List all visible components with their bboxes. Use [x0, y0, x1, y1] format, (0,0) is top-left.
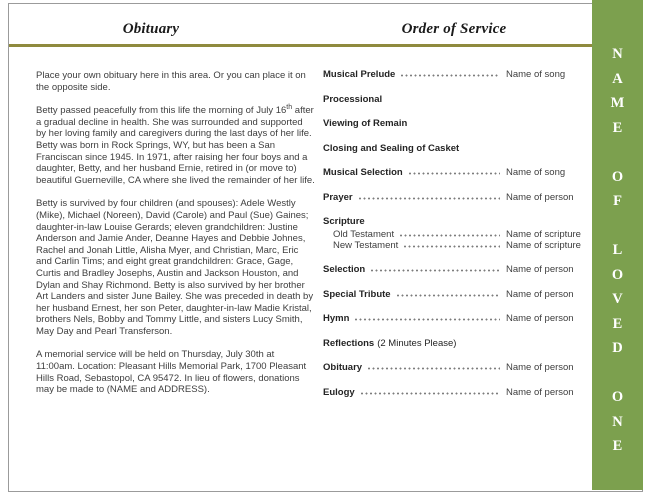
service-item-label: Musical Prelude	[323, 69, 396, 80]
service-row	[323, 264, 586, 275]
dot-leader	[368, 367, 500, 370]
sidebar-letter: E	[612, 438, 623, 454]
service-item-label: Musical Selection	[323, 167, 403, 178]
service-row	[323, 192, 586, 203]
dot-leader	[397, 294, 500, 297]
service-item-value: Name of scripture	[506, 240, 581, 251]
sidebar-letter: E	[612, 119, 623, 136]
sidebar-letter: O	[611, 389, 624, 405]
service-item-label: Selection	[323, 264, 366, 275]
service-item-value: Name of song	[506, 167, 566, 178]
service-item-value: Name of person	[506, 191, 574, 203]
sidebar-letter: L	[612, 242, 623, 258]
service-row	[323, 338, 586, 349]
service-row	[323, 313, 586, 324]
service-item-label: Eulogy	[323, 386, 355, 398]
obituary-paragraph: Betty is survived by four children (and spouses): Adele Westly (Mike), Michael (Noreen), David (Carole) and Paul (Sue) Gaines; daughter-in-law Louise Gerards; eleven grandchildren: Justine Anderson and Jamie Ander, Deanne Hayes and Debbie Johnes, Rachel and Jonah Little, Alisha Myer, and Christian, Marc, Eric and Carlin Tims; and eight great grandchildren: Grace, Gage, Curtis and Bradley Josephs, Austin and Jackson Houston, and Dylan and Shay Richmond. Betty is also survived by her brother Art Landers and sister June Bailey. She was preceded in death by her husband Ernest, her son Peter, daughter-in-law Madie Kristal, brothers Nels, Bobby and Tommy Little, and sisters Lucy Smith, May Day and Pearl Transferson.	[36, 198, 314, 337]
service-row	[323, 143, 586, 154]
service-item-label: Closing and Sealing of Casket	[323, 142, 460, 154]
service-row	[323, 362, 586, 373]
service-item-value: Name of scripture	[506, 228, 581, 240]
obituary-title: Obituary	[122, 21, 180, 37]
order-of-service-title: Order of Service	[401, 21, 507, 37]
service-item-label: Old Testament	[333, 228, 395, 240]
service-row	[323, 240, 586, 251]
service-item-note: (2 Minutes Please)	[377, 337, 457, 349]
service-row	[323, 387, 586, 398]
sidebar-letter: E	[612, 315, 623, 332]
service-item-label: Reflections	[323, 337, 375, 349]
divider-rule	[9, 44, 642, 47]
service-item-value: Name of person	[506, 386, 574, 398]
service-row	[323, 216, 586, 227]
service-item-value: Name of person	[506, 313, 574, 324]
dot-leader	[359, 197, 500, 200]
service-group	[323, 216, 586, 251]
service-row	[323, 69, 586, 80]
sidebar-letter: V	[612, 291, 623, 307]
service-item-label: Processional	[323, 93, 383, 105]
document-sheet	[8, 3, 643, 492]
service-item-label: Prayer	[323, 191, 353, 203]
service-row	[323, 118, 586, 129]
name-of-loved-one-banner	[592, 0, 643, 490]
sidebar-letter: F	[613, 193, 622, 209]
service-item-label: Hymn	[323, 313, 350, 324]
dot-leader	[371, 269, 500, 272]
service-row	[323, 229, 586, 240]
service-item-label: Viewing of Remain	[323, 118, 408, 129]
sidebar-letter: N	[612, 413, 623, 430]
service-row	[323, 94, 586, 105]
dot-leader	[409, 172, 500, 175]
service-row	[323, 167, 586, 178]
service-item-value: Name of person	[506, 288, 574, 300]
sidebar-letter: O	[611, 168, 624, 185]
order-of-service-column	[323, 69, 586, 411]
service-item-value: Name of person	[506, 264, 574, 275]
obituary-paragraph: Betty passed peacefully from this life the morning of July 16th after a gradual decline in health. She was surrounded and supported by her loving family and caregivers during the last days of her life. Betty was born in Rock Springs, WY, but has been a San Franciscan since 1945. In 1971, after raising her four boys and a daughter, Betty, and her husband Ernie, retired in (or move to) beautiful Guerneville, CA where she lived the remainder of her life.	[36, 104, 315, 186]
sidebar-letter: M	[610, 95, 625, 111]
obituary-paragraph: Place your own obituary here in this area. Or you can place it on the opposite side.	[36, 70, 306, 93]
dot-leader	[401, 74, 500, 77]
sidebar-letter: A	[612, 70, 623, 87]
service-item-label: Special Tribute	[323, 288, 391, 300]
dot-leader	[404, 245, 500, 248]
dot-leader	[355, 318, 500, 321]
service-item-label: Obituary	[323, 362, 363, 373]
dot-leader	[361, 392, 500, 395]
obituary-paragraph: A memorial service will be held on Thursday, July 30th at 11:00am. Location: Pleasant Hills Memorial Park, 1700 Pleasant Hills Road, Sebastopol, CA 95472. In lieu of flowers, donations may be made to (NAME and ADDRESS).	[36, 349, 307, 396]
service-item-label: New Testament	[333, 240, 399, 251]
service-item-value: Name of song	[506, 69, 566, 80]
sidebar-letter: N	[612, 46, 623, 62]
service-item-label: Scripture	[323, 216, 365, 227]
sidebar-letter: O	[611, 266, 624, 283]
sidebar-letter: D	[612, 340, 623, 356]
obituary-column	[36, 70, 315, 408]
service-item-value: Name of person	[506, 362, 574, 373]
dot-leader	[400, 234, 500, 237]
service-row	[323, 289, 586, 300]
